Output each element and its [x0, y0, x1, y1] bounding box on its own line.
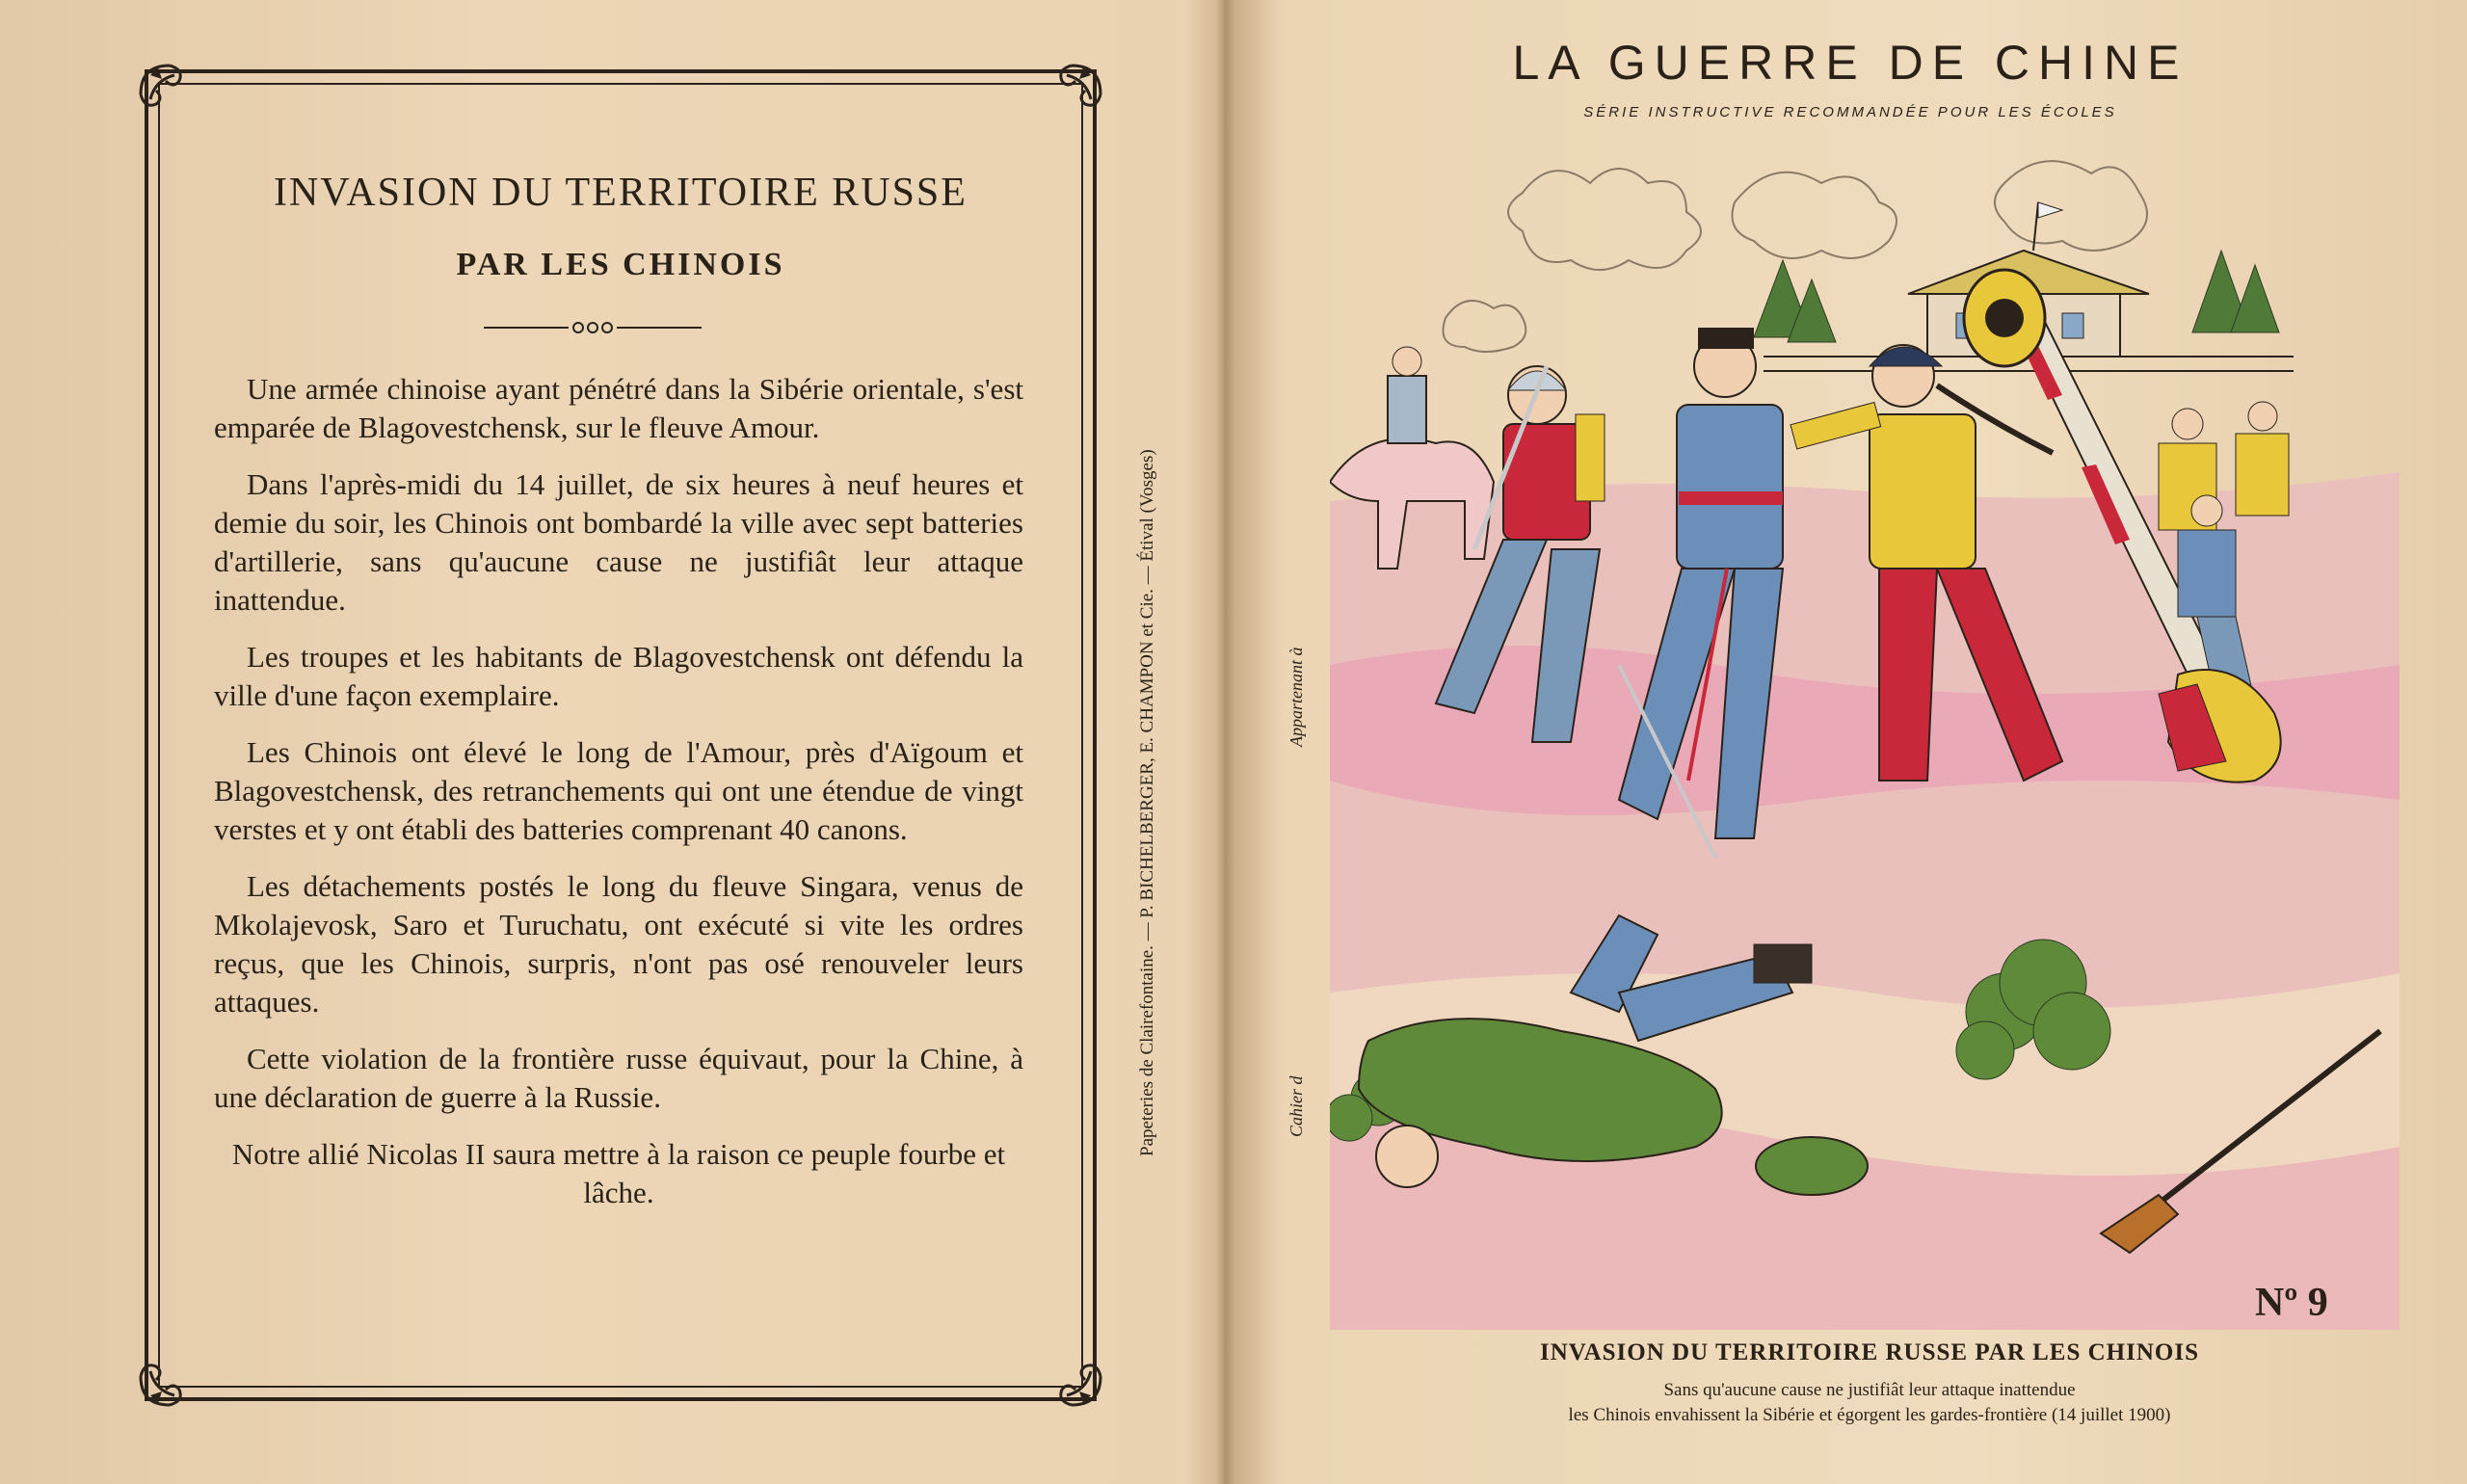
- paragraph: Les Chinois ont élevé le long de l'Amour, près d'Aïgoum et Blagovestchensk, des retranchements qui ont une étendue de vingt verstes et y ont établi des batteries comprenant 40 canons.: [214, 735, 1023, 846]
- corner-ornament-top-left-icon: [131, 56, 227, 152]
- corner-ornament-bottom-right-icon: [1014, 1318, 1110, 1415]
- paragraph: Les troupes et les habitants de Blagovestchensk ont défendu la ville d'une façon exemplaire.: [214, 640, 1023, 712]
- notebook-label: Cahier d: [1287, 1075, 1306, 1137]
- paragraph: Notre allié Nicolas II saura mettre à la raison ce peuple fourbe et lâche.: [231, 1137, 1006, 1209]
- left-page-body: [214, 370, 1023, 1231]
- corner-ornament-bottom-left-icon: [131, 1318, 227, 1415]
- paragraph: Dans l'après-midi du 14 juillet, de six heures à neuf heures et demie du soir, les Chinois ont bombardé la ville avec sept batteries d'artillerie, sans qu'aucune cause ne justifiât leur attaque inattendue.: [214, 467, 1023, 617]
- printer-imprint: Papeteries de Clairefontaine. — P. BICHELBERGER, E. CHAMPON et Cie. — Étival (Vosges): [1137, 449, 1157, 1156]
- cover-tagline: SÉRIE INSTRUCTIVE RECOMMANDÉE POUR LES ÉCOLES: [1583, 104, 2117, 120]
- cover-title: LA GUERRE DE CHINE: [1512, 36, 2188, 90]
- corner-ornament-top-right-icon: [1014, 56, 1110, 152]
- paragraph: Les détachements postés le long du fleuve Singara, venus de Mkolajevosk, Saro et Turuchatu, ont exécuté si vite les ordres reçus, que les Chinois, surpris, n'ont pas osé renouveler leurs attaques.: [214, 869, 1023, 1019]
- paragraph: Une armée chinoise ayant pénétré dans la Sibérie orientale, s'est emparée de Blagovestchensk, sur le fleuve Amour.: [214, 372, 1023, 444]
- illustration-caption-title: INVASION DU TERRITOIRE RUSSE PAR LES CHINOIS: [1539, 1339, 2199, 1365]
- owner-label: Appartenant à: [1287, 647, 1306, 747]
- left-page-title: INVASION DU TERRITOIRE RUSSE: [274, 171, 968, 215]
- illustration-caption-line: Sans qu'aucune cause ne justifiât leur attaque inattendue: [1663, 1380, 2076, 1400]
- flourish-divider-icon: [482, 316, 703, 339]
- paragraph: Cette violation de la frontière russe équivaut, pour la Chine, à une déclaration de guerre à la Russie.: [214, 1042, 1023, 1114]
- left-page-subtitle: PAR LES CHINOIS: [456, 247, 785, 282]
- illustration-caption-line: les Chinois envahissent la Sibérie et égorgent les gardes-frontière (14 juillet 1900): [1568, 1405, 2171, 1425]
- plate-number: Nº 9: [2255, 1281, 2328, 1325]
- battle-illustration: [1330, 125, 2400, 1330]
